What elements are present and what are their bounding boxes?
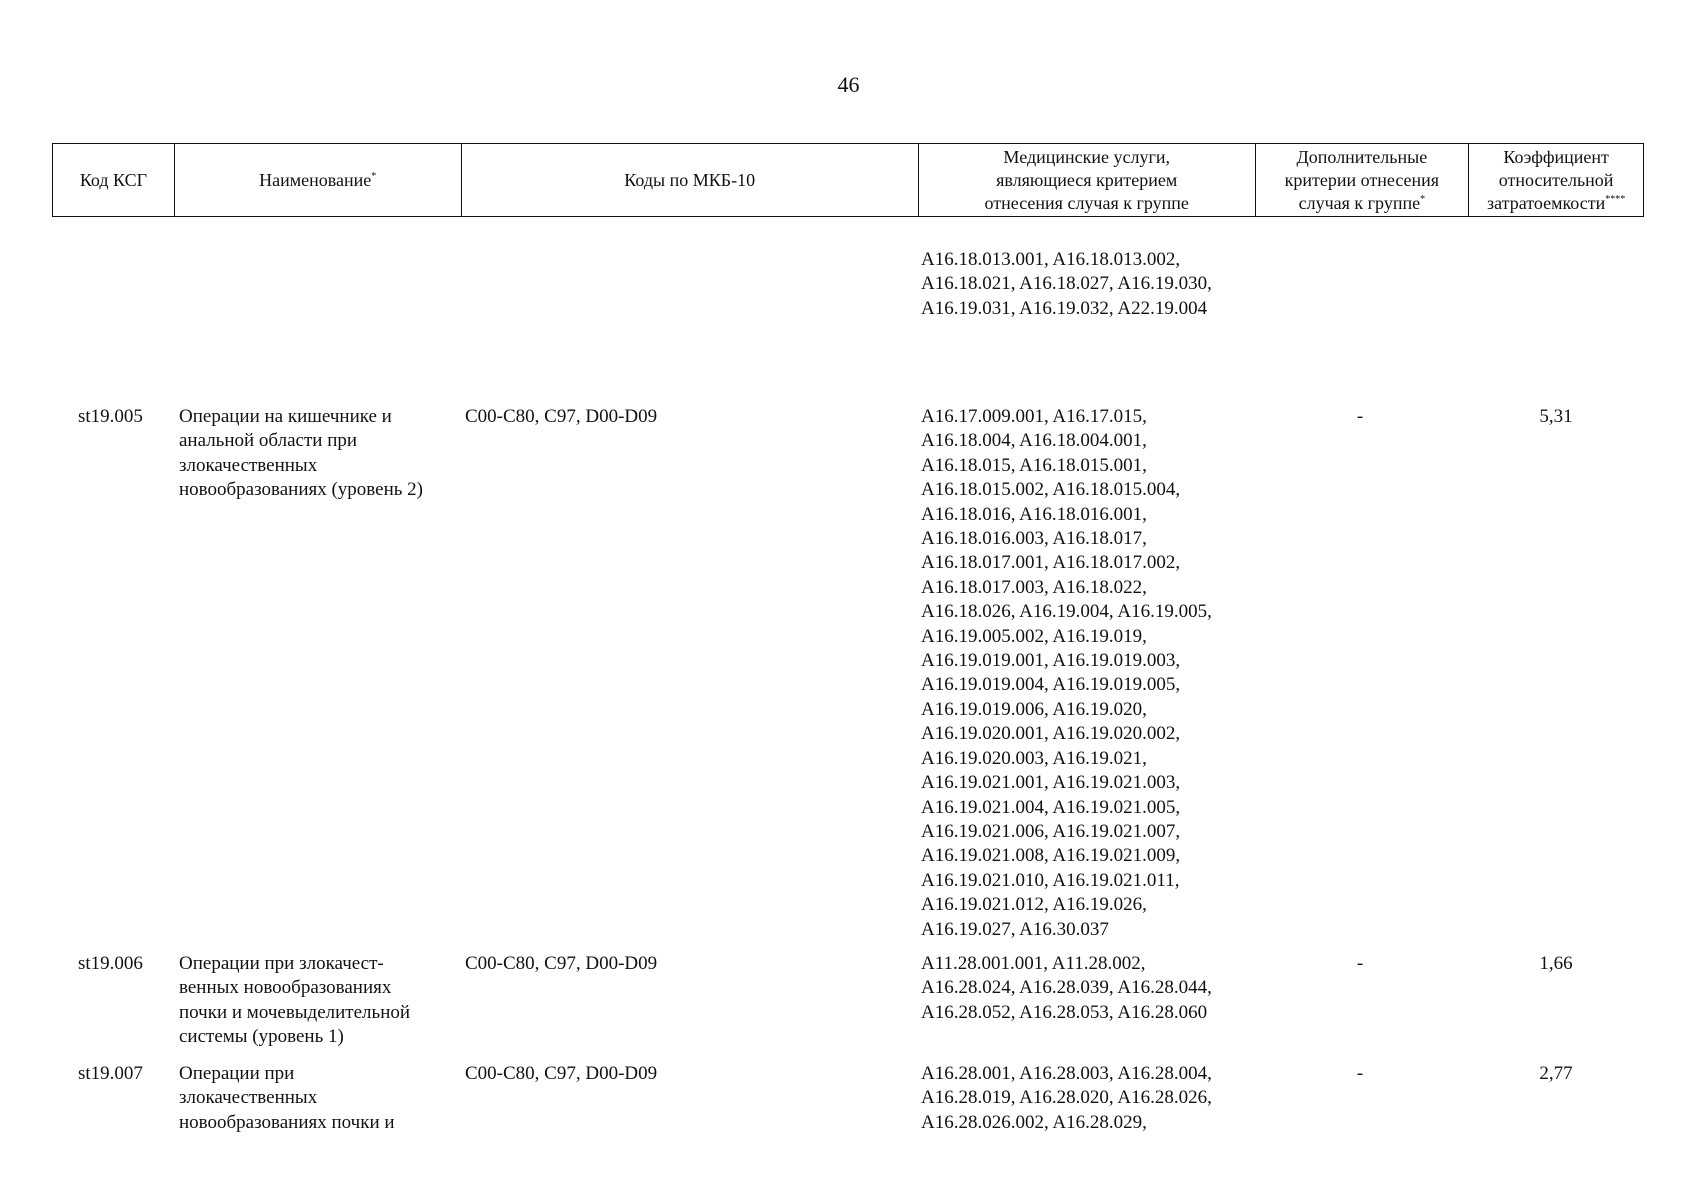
row-additional-criteria: - [1356,1063,1364,1084]
med-service-line: A16.19.020.003, A16.19.021, [921,747,1147,769]
header-additional-criteria [1256,144,1470,216]
header-additional-line: критерии отнесения [1284,169,1440,190]
row-mkb-codes: C00-C80, C97, D00-D09 [465,1063,658,1084]
row-name-line: венных новообразованиях [179,977,392,999]
med-service-line: A16.19.021.001, A16.19.021.003, [921,772,1181,794]
row-name-line: злокачественных [179,454,318,476]
row-name-line: новообразованиях почки и [179,1111,395,1133]
header-med-services [919,144,1256,216]
row-name-line: злокачественных [179,1087,318,1109]
header-coef-line: Коэффициент [1503,146,1609,167]
header-coefficient [1469,144,1643,216]
header-name-footnote-mark: * [371,170,377,182]
row-name-line: системы (уровень 1) [179,1026,344,1048]
row-coefficient: 1,66 [1539,953,1573,974]
med-service-line: A16.19.021.006, A16.19.021.007, [921,820,1181,842]
med-service-line: A16.28.024, A16.28.039, A16.28.044, [921,977,1212,999]
row-name-line: Операции при [179,1063,295,1084]
row-name [179,952,410,1050]
med-service-line: A16.28.019, A16.28.020, A16.28.026, [921,1087,1212,1109]
med-service-line: A16.18.013.001, A16.18.013.002, [921,249,1181,270]
header-additional-line: Дополнительные [1296,146,1428,167]
row-name [179,1062,395,1135]
med-service-line: A16.28.001, A16.28.003, A16.28.004, [921,1063,1212,1084]
med-service-line: A16.19.019.006, A16.19.020, [921,698,1147,720]
med-service-line: A16.18.017.003, A16.18.022, [921,576,1147,598]
row-name [179,405,423,503]
row-name-line: новообразованиях (уровень 2) [179,479,424,501]
med-service-line: A16.19.020.001, A16.19.020.002, [921,723,1181,745]
row-name-line: почки и мочевыделительной [179,1001,411,1023]
med-service-line: A16.18.004, A16.18.004.001, [921,430,1147,452]
med-service-line: A16.19.027, A16.30.037 [921,918,1109,940]
med-service-line: A16.18.015, A16.18.015.001, [921,454,1147,476]
header-med-line: являющиеся критерием [996,169,1178,190]
header-additional-footnote-mark: * [1420,193,1426,205]
row-name-line: Операции при злокачест- [179,953,384,974]
header-coef-line: относительной [1498,169,1614,190]
row-code: st19.007 [78,1063,143,1084]
med-service-line: A16.19.019.001, A16.19.019.003, [921,650,1181,672]
header-name-label: Наименование [259,169,372,190]
med-service-line: A16.19.021.004, A16.19.021.005, [921,796,1181,818]
row-name-line: Операции на кишечнике и [179,406,392,427]
med-service-line: A16.19.021.012, A16.19.026, [921,894,1147,916]
header-mkb [462,144,919,216]
med-service-line: A16.18.021, A16.18.027, A16.19.030, [921,273,1212,295]
row-code: st19.005 [78,406,143,427]
table-header [52,143,1644,217]
header-med-line: Медицинские услуги, [1003,146,1170,167]
med-service-line: A16.19.005.002, A16.19.019, [921,625,1147,647]
med-service-line: A16.18.016, A16.18.016.001, [921,503,1147,525]
table-row-continuation-med-services [921,248,1212,321]
med-service-line: A16.28.026.002, A16.28.029, [921,1111,1147,1133]
med-service-line: A16.19.021.010, A16.19.021.011, [921,869,1180,891]
row-additional-criteria: - [1356,953,1364,974]
med-service-line: A16.19.031, A16.19.032, A22.19.004 [921,297,1208,319]
med-service-line: A16.18.015.002, A16.18.015.004, [921,479,1181,501]
header-code-label: Код КСГ [79,169,148,190]
header-med-line: отнесения случая к группе [984,192,1189,213]
row-med-services [921,952,1212,1025]
med-service-line: A16.19.021.008, A16.19.021.009, [921,845,1181,867]
row-med-services [921,405,1212,942]
med-service-line: A16.18.026, A16.19.004, A16.19.005, [921,601,1212,623]
med-service-line: A16.18.017.001, A16.18.017.002, [921,552,1181,574]
row-mkb-codes: C00-C80, C97, D00-D09 [465,953,658,974]
header-coef-line: затратоемкости [1487,192,1606,213]
row-mkb-codes: C00-C80, C97, D00-D09 [465,406,658,427]
header-mkb-label: Коды по МКБ-10 [624,169,756,190]
row-med-services [921,1062,1212,1135]
header-code [53,144,175,216]
row-additional-criteria: - [1356,406,1364,427]
header-additional-line: случая к группе [1298,192,1421,213]
med-service-line: A16.19.019.004, A16.19.019.005, [921,674,1181,696]
page-number: 46 [837,72,860,97]
med-service-line: A16.28.052, A16.28.053, A16.28.060 [921,1001,1208,1023]
row-name-line: анальной области при [179,430,358,452]
row-code: st19.006 [78,953,143,974]
med-service-line: A11.28.001.001, A11.28.002, [921,953,1146,974]
med-service-line: A16.17.009.001, A16.17.015, [921,406,1147,427]
header-name [175,144,462,216]
row-coefficient: 2,77 [1539,1063,1573,1084]
header-coef-footnote-mark: **** [1605,193,1626,205]
med-service-line: A16.18.016.003, A16.18.017, [921,528,1147,550]
row-coefficient: 5,31 [1539,406,1573,427]
